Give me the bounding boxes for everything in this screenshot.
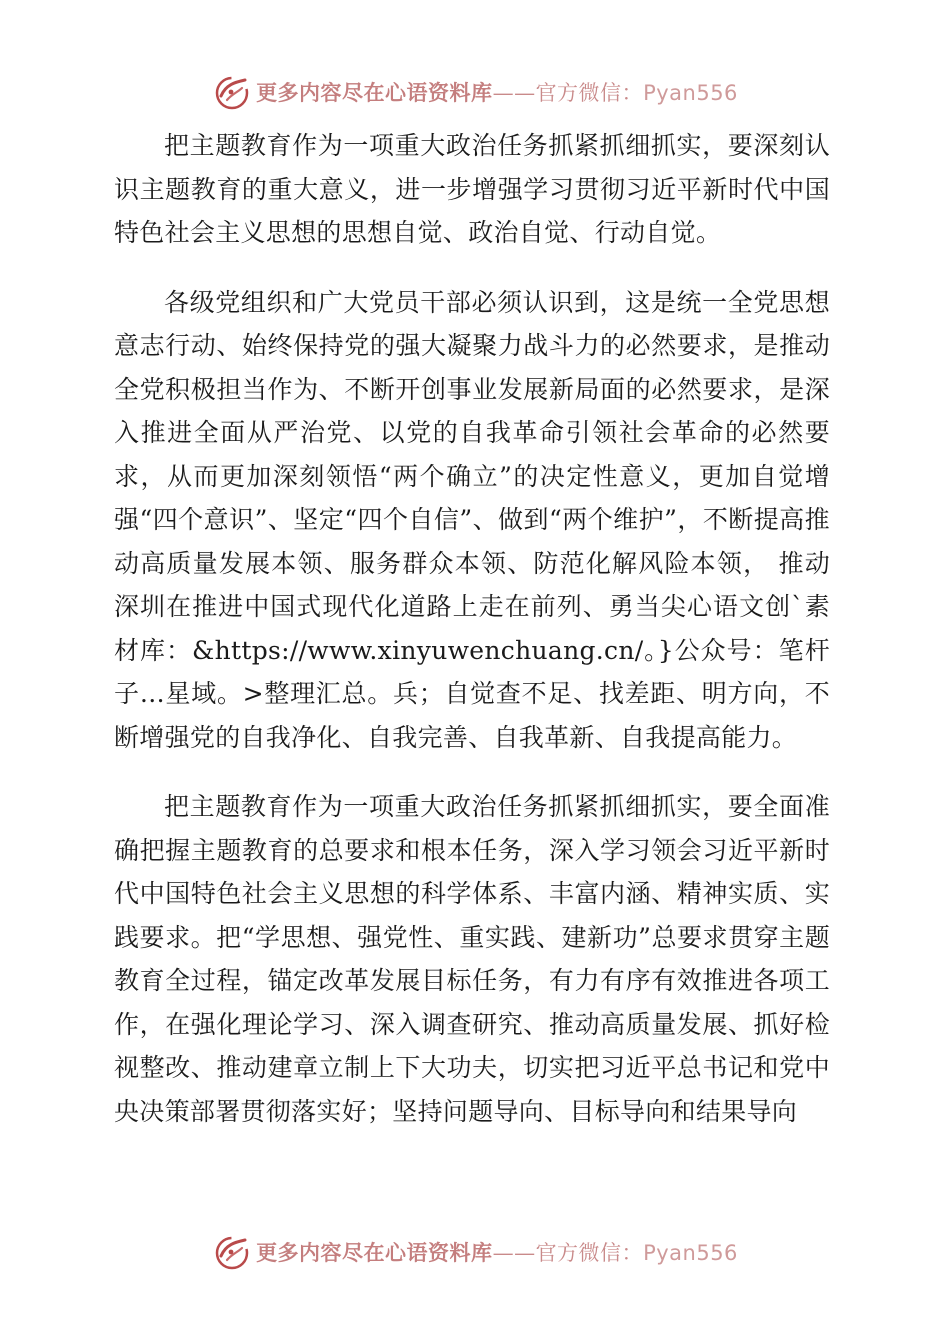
xinyu-logo-icon	[212, 72, 252, 112]
xinyu-logo-icon	[212, 1232, 252, 1272]
banner-main-text: 更多内容尽在心语资料库	[256, 1240, 493, 1265]
document-body	[114, 124, 830, 1159]
header-banner	[0, 70, 950, 114]
banner-dash: ——	[492, 81, 536, 105]
paragraph-2: 各级党组织和广大党员干部必须认识到，这是统一全党思想意志行动、始终保持党的强大凝聚力战斗力的必然要求，是推动全党积极担当作为、不断开创事业发展新局面的必然要求，是深入推进全面从严治党、以党的自我革命引领社会革命的必然要 求，从而更加深刻领悟“两个确立”的决定性意义，更加自觉增强“四个意识”、坚定“四个自信”、做到“两个维护”，不断提高推动高质量发展本领、服务群众本领、防范化解风险本领， 推动深圳在推进中国式现代化道路上走在前列、勇当尖心语文创`素材库：&https://www.xinyuwenchuang.cn/。}公众号：笔杆子…星域。>整理汇总。兵；自觉查不足、找差距、明方向，不断增强党的自我净化、自我完善、自我革新、自我提高能力。	[114, 287, 830, 752]
banner-text	[256, 1237, 738, 1267]
paragraph-3: 把主题教育作为一项重大政治任务抓紧抓细抓实，要全面准确把握主题教育的总要求和根本任务，深入学习领会习近平新时代中国特色社会主义思想的科学体系、丰富内涵、精神实质、实践要求。把“学思想、强党性、重实践、建新功”总要求贯穿主题教育全过程，锚定改革发展目标任务，有力有序有效推进各项工作，在强化理论学习、深入调查研究、推动高质量发展、抓好检视整改、推动建章立制上下大功夫，切实把习近平总书记和党中央决策部署贯彻落实好；坚持问题导向、目标导向和结果导向	[114, 792, 830, 1126]
footer-banner	[0, 1230, 950, 1274]
banner-dash: ——	[492, 1241, 536, 1265]
banner-wechat-id: Pyan556	[643, 81, 738, 105]
banner-main-text: 更多内容尽在心语资料库	[256, 80, 493, 105]
banner-wechat-label: 官方微信：	[535, 1241, 644, 1265]
banner-text	[256, 77, 738, 107]
banner-wechat-label: 官方微信：	[535, 81, 644, 105]
banner-wechat-id: Pyan556	[643, 1241, 738, 1265]
paragraph-1: 把主题教育作为一项重大政治任务抓紧抓细抓实，要深刻认识主题教育的重大意义，进一步增强学习贯彻习近平新时代中国特色社会主义思想的思想自觉、政治自觉、行动自觉。	[114, 131, 830, 247]
